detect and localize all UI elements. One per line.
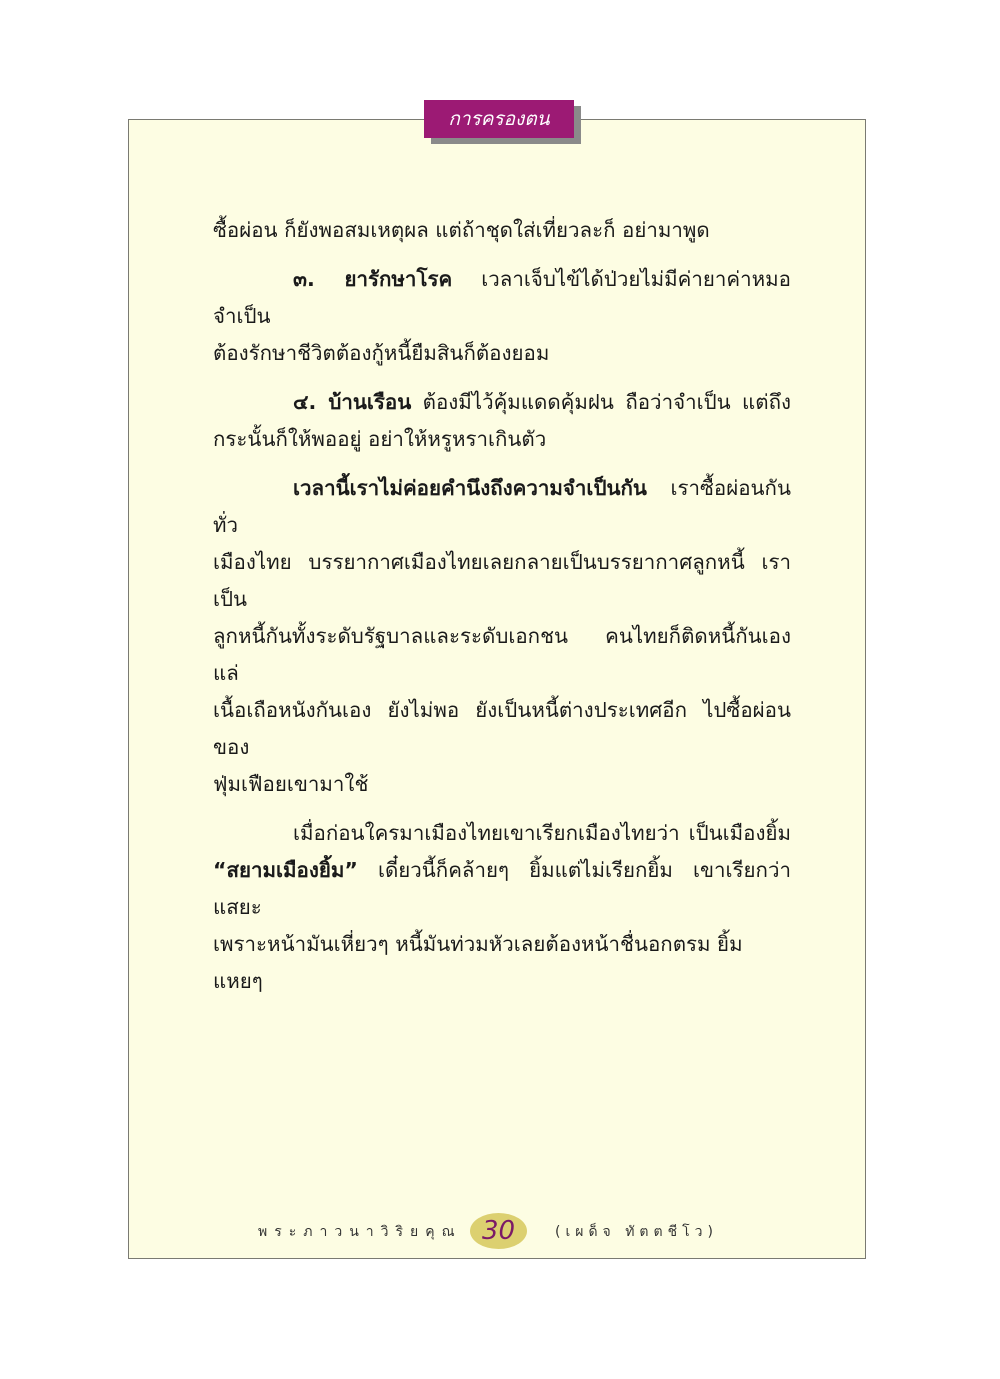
paragraph-3-text-1: ต้องมีไว้คุ้มแดดคุ้มฝน ถือว่าจำเป็น แต่ถึง xyxy=(411,390,791,414)
paragraph-5-text-2: เดี๋ยวนี้ก็คล้ายๆ ยิ้มแต่ไม่เรียกยิ้ม เขาเรียกว่า แสยะ xyxy=(213,858,791,919)
footer-author-name: (เผด็จ ทัตตชีโว) xyxy=(555,1224,718,1240)
footer-author: พระภาวนาวิริยคุณ xyxy=(258,1224,462,1240)
paragraph-5-text-3: เพราะหน้ามันเหี่ยวๆ หนี้มันท่วมหัวเลยต้องหน้าชื่นอกตรม ยิ้มแหยๆ xyxy=(213,932,743,993)
paragraph-3-line-1 xyxy=(213,384,791,421)
paragraph-4-bold-lead: เวลานี้เราไม่ค่อยคำนึงถึงความจำเป็นกัน xyxy=(293,476,647,500)
siam-smile-quote: “สยามเมืองยิ้ม” xyxy=(213,858,358,882)
paragraph-1-text: ซื้อผ่อน ก็ยังพอสมเหตุผล แต่ถ้าชุดใส่เที่ยวละก็ อย่ามาพูด xyxy=(213,218,710,242)
paragraph-5-line-3 xyxy=(213,926,791,1000)
paragraph-4-text-5: ฟุ่มเฟือยเขามาใช้ xyxy=(213,772,369,796)
paragraph-4-text-2: เมืองไทย บรรยากาศเมืองไทยเลยกลายเป็นบรรยากาศลูกหนี้ เราเป็น xyxy=(213,550,791,611)
paragraph-5-text-1: เมื่อก่อนใครมาเมืองไทยเขาเรียกเมืองไทยว่า เป็นเมืองยิ้ม xyxy=(293,821,791,845)
paragraph-5-line-2 xyxy=(213,852,791,926)
paragraph-2-line-2 xyxy=(213,335,791,372)
paragraph-4-line-1 xyxy=(213,470,791,544)
page-number-badge: 30 xyxy=(470,1213,527,1249)
paragraph-3-line-2 xyxy=(213,421,791,458)
paragraph-4-line-2 xyxy=(213,544,791,618)
paragraph-4-line-3 xyxy=(213,618,791,692)
chapter-header-tab: การครองตน xyxy=(424,100,574,138)
paragraph-4-text-1: เราซื้อผ่อนกันทั่ว xyxy=(213,476,791,537)
paragraph-1 xyxy=(213,212,791,249)
item-3-heading: ๓. ยารักษาโรค xyxy=(293,267,453,291)
paragraph-2-text-2: ต้องรักษาชีวิตต้องกู้หนี้ยืมสินก็ต้องยอม xyxy=(213,341,550,365)
paragraph-2-text-1: เวลาเจ็บไข้ได้ป่วยไม่มีค่ายาค่าหมอ จำเป็น xyxy=(213,267,791,328)
paragraph-4-line-5 xyxy=(213,766,791,803)
paragraph-4-line-4 xyxy=(213,692,791,766)
paragraph-4-text-3: ลูกหนี้กันทั้งระดับรัฐบาลและระดับเอกชน คนไทยก็ติดหนี้กันเอง แล่ xyxy=(213,624,791,685)
paragraph-3-text-2: กระนั้นก็ให้พออยู่ อย่าให้หรูหราเกินตัว xyxy=(213,427,547,451)
body-text xyxy=(213,212,791,1000)
paragraph-5-line-1 xyxy=(213,815,791,852)
paragraph-2-line-1 xyxy=(213,261,791,335)
paragraph-4-text-4: เนื้อเถือหนังกันเอง ยังไม่พอ ยังเป็นหนี้ต่างประเทศอีก ไปซื้อผ่อนของ xyxy=(213,698,791,759)
item-4-heading: ๔. บ้านเรือน xyxy=(293,390,412,414)
